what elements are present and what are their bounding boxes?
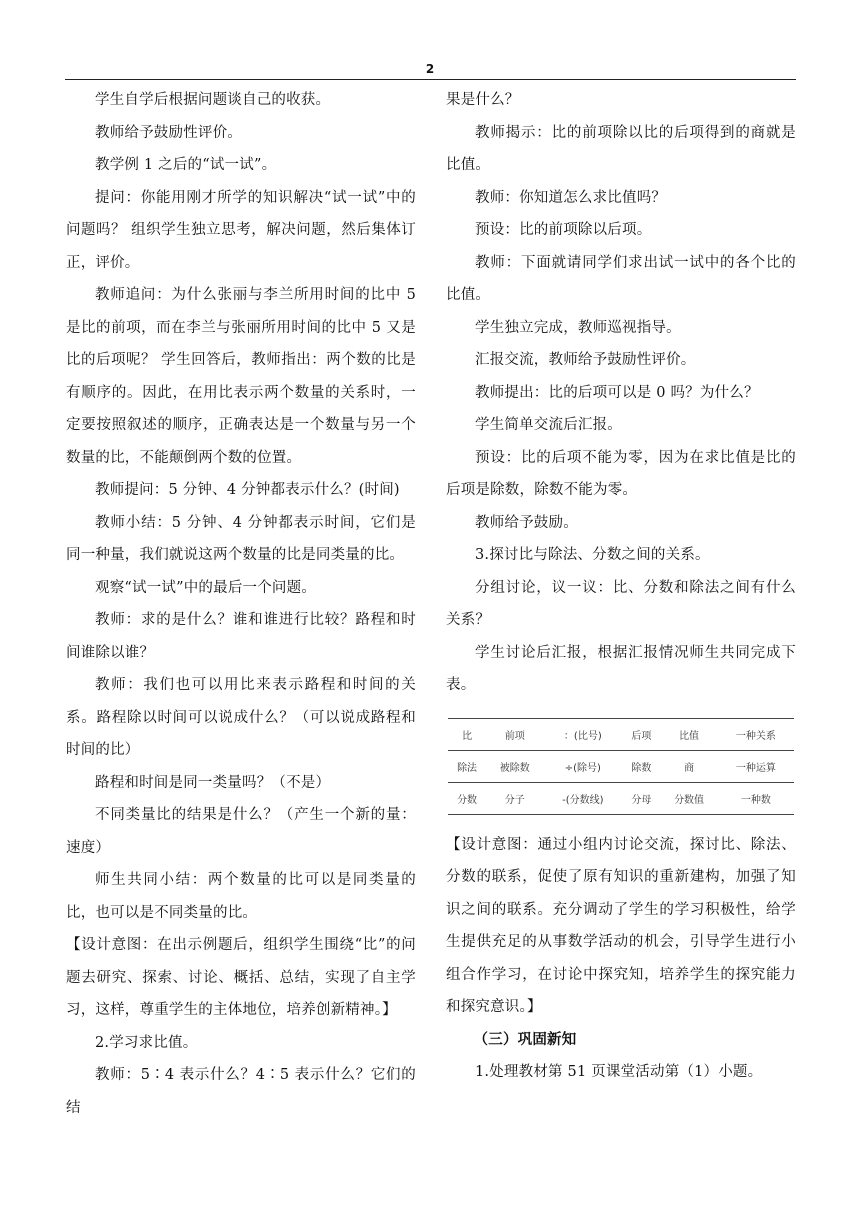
table-cell: 一种运算 bbox=[718, 750, 794, 782]
table-row bbox=[448, 782, 794, 814]
paragraph: 教师：我们也可以用比来表示路程和时间的关系。路程除以时间可以说成什么？（可以说成路程和时间的比） bbox=[66, 677, 416, 758]
paragraph: 教师：求的是什么？谁和谁进行比较？路程和时间谁除以谁？ bbox=[66, 612, 416, 661]
paragraph: 教师小结：5 分钟、4 分钟都表示时间，它们是同一种量，我们就说这两个数量的比是同类量的比。 bbox=[66, 514, 416, 563]
paragraph: 教师：5∶4 表示什么？4∶5 表示什么？它们的结 bbox=[66, 1067, 416, 1116]
table-cell: 除数 bbox=[622, 750, 660, 782]
table-cell: 前项 bbox=[486, 718, 543, 750]
table-cell: 后项 bbox=[622, 718, 660, 750]
table-cell: 分数 bbox=[448, 782, 486, 814]
paragraph: 观察“试一试”中的最后一个问题。 bbox=[95, 579, 317, 596]
paragraph: 教师提出：比的后项可以是 0 吗？为什么？ bbox=[475, 384, 759, 401]
table-cell: 一种关系 bbox=[718, 718, 794, 750]
paragraph: 教学例 1 之后的“试一试”。 bbox=[95, 157, 277, 173]
header-rule bbox=[65, 79, 796, 80]
paragraph: 教师：下面就请同学们求出试一试中的各个比的比值。 bbox=[446, 254, 796, 303]
table-cell: 分数值 bbox=[660, 782, 717, 814]
paragraph: 师生共同小结：两个数量的比可以是同类量的比，也可以是不同类量的比。 bbox=[66, 872, 416, 921]
paragraph: 学生简单交流后汇报。 bbox=[475, 417, 622, 433]
paragraph: 果是什么？ bbox=[446, 92, 520, 108]
table-row bbox=[448, 718, 794, 750]
subsection-heading: 3.探讨比与除法、分数之间的关系。 bbox=[475, 547, 710, 563]
paragraph: 学生讨论后汇报，根据汇报情况师生共同完成下表。 bbox=[446, 644, 796, 693]
relation-table bbox=[448, 718, 794, 815]
paragraph: 学生自学后根据问题谈自己的收获。 bbox=[95, 92, 331, 108]
table-cell: 分子 bbox=[486, 782, 543, 814]
paragraph: 预设：比的后项不能为零，因为在求比值是比的后项是除数，除数不能为零。 bbox=[446, 449, 796, 498]
paragraph: 学生独立完成，教师巡视指导。 bbox=[475, 319, 681, 336]
table-cell: 商 bbox=[660, 750, 717, 782]
paragraph: 路程和时间是同一类量吗？（不是） bbox=[95, 774, 331, 791]
paragraph: 教师给予鼓励性评价。 bbox=[95, 124, 242, 141]
paragraph: 1.处理教材第 51 页课堂活动第（1）小题。 bbox=[475, 1064, 763, 1080]
table-cell: 分母 bbox=[622, 782, 660, 814]
page-number: 2 bbox=[425, 62, 435, 76]
table-cell: 一种数 bbox=[718, 782, 794, 814]
paragraph: 教师给予鼓励。 bbox=[475, 514, 578, 531]
left-column bbox=[66, 84, 416, 1124]
table-cell: 被除数 bbox=[486, 750, 543, 782]
table-cell: ÷(除号) bbox=[543, 750, 622, 782]
table-cell: 比值 bbox=[660, 718, 717, 750]
paragraph: 教师揭示：比的前项除以比的后项得到的商就是比值。 bbox=[446, 124, 796, 173]
table-cell: 比 bbox=[448, 718, 486, 750]
paragraph: 汇报交流，教师给予鼓励性评价。 bbox=[475, 352, 696, 368]
paragraph: 教师：你知道怎么求比值吗？ bbox=[475, 189, 667, 206]
paragraph: 教师提问：5 分钟、4 分钟都表示什么？(时间) bbox=[95, 482, 400, 498]
paragraph: 提问：你能用刚才所学的知识解决“试一试”中的问题吗？ 组织学生独立思考，解决问题，然后集体订正，评价。 bbox=[66, 189, 416, 271]
table-cell: 除法 bbox=[448, 750, 486, 782]
table-row bbox=[448, 750, 794, 782]
right-column bbox=[446, 84, 796, 1089]
table-cell: ：(比号) bbox=[543, 718, 622, 750]
paragraph: 预设：比的前项除以后项。 bbox=[475, 222, 652, 238]
subsection-heading: 2.学习求比值。 bbox=[95, 1034, 198, 1051]
paragraph: 教师追问：为什么张丽与李兰所用时间的比中 5 是比的前项，而在李兰与张丽所用时间的比中 5 又是比的后项呢？ 学生回答后，教师指出：两个数的比是有顺序的。因此，在用比表示两个数量的关系时，一定要按照叙述的顺序，正确表达是一个数量与另一个数量的比，不能颠倒两个数的位置。 bbox=[66, 287, 416, 466]
paragraph: 不同类量比的结果是什么？（产生一个新的量：速度） bbox=[66, 807, 416, 856]
section-heading: （三）巩固新知 bbox=[473, 1030, 577, 1048]
paragraph: 分组讨论，议一议：比、分数和除法之间有什么关系？ bbox=[446, 579, 796, 628]
design-intent-paragraph: 【设计意图：通过小组内讨论交流，探讨比、除法、分数的联系，促使了原有知识的重新建构，加强了知识之间的联系。充分调动了学生的学习积极性，给学生提供充足的从事数学活动的机会，引导学生进行小组合作学习，在讨论中探究知，培养学生的探究能力和探究意识。】 bbox=[446, 836, 796, 1015]
design-intent-paragraph: 【设计意图：在出示例题后，组织学生围绕“比”的问题去研究、探索、讨论、概括、总结，实现了自主学习，这样，尊重学生的主体地位，培养创新精神。】 bbox=[66, 937, 416, 1018]
table-cell: -(分数线) bbox=[543, 782, 622, 814]
